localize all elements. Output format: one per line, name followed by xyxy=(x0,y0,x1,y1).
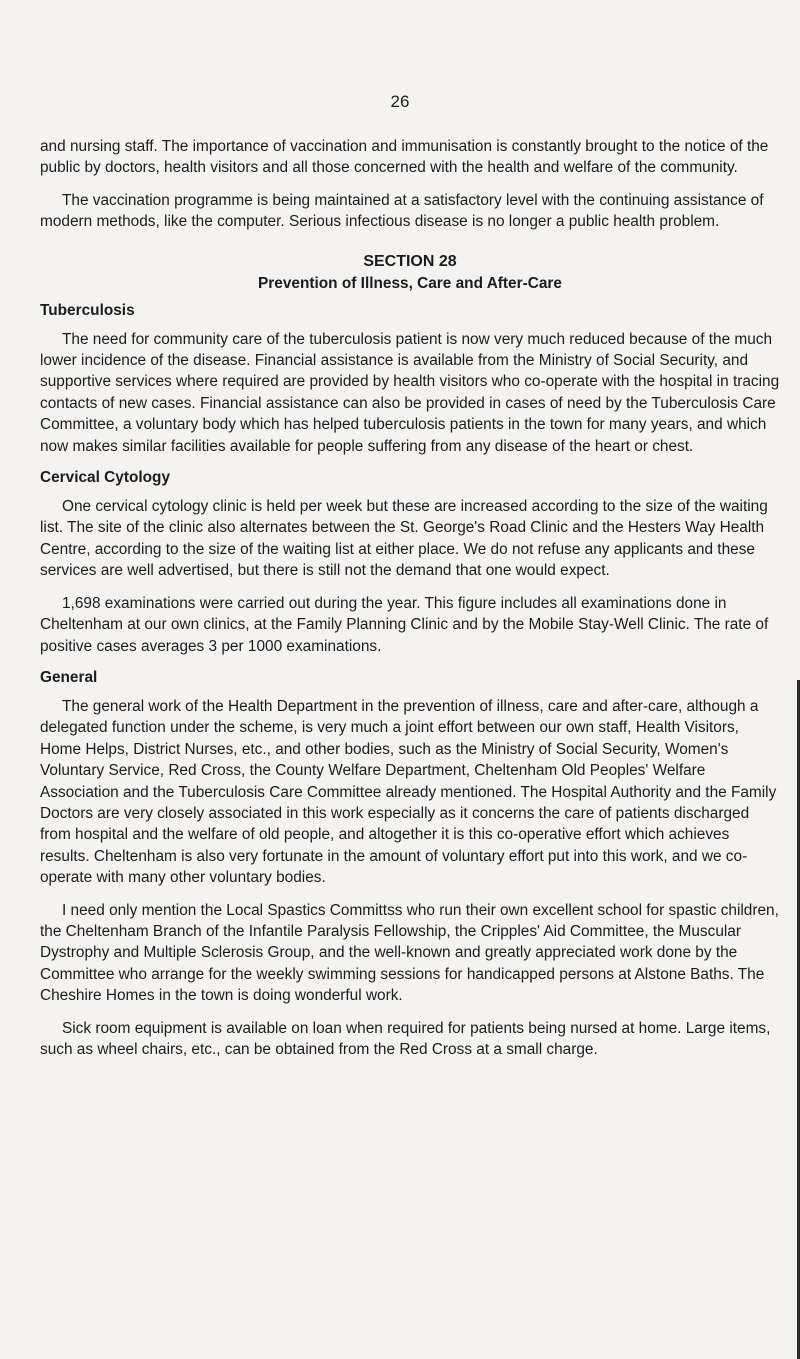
vaccination-paragraph: The vaccination programme is being maintained at a satisfactory level with the continuing assistance of modern methods, like the computer. Serious infectious disease is no longer a public health problem. xyxy=(40,191,764,231)
general-paragraph-3: Sick room equipment is available on loan when required for patients being nursed at home. Large items, such as wheel chairs, etc., can be obtained from the Red Cross at a small charge. xyxy=(40,1019,771,1058)
general-paragraph-2: I need only mention the Local Spastics Committss who run their own excellent school for spastic children, the Cheltenham Branch of the Infantile Paralysis Fellowship, the Cripples' Aid Committee, the Muscular Dystrophy and Multiple Sclerosis Group, and the well-known and greatly appreciated work done by the Committee who arrange for the weekly swimming sessions for handicapped persons at Alstone Baths. The Cheshire Homes in the town is doing wonderful work. xyxy=(40,901,779,1005)
section-title: Prevention of Illness, Care and After-Care xyxy=(258,274,562,292)
page-number: 26 xyxy=(390,92,410,111)
general-paragraph-1: The general work of the Health Department in the prevention of illness, care and after-care, although a delegated function under the scheme, is very much a joint effort between our own staff, Health Visitors, Home Helps, District Nurses, etc., and other bodies, such as the Ministry of Social Security, Women's Voluntary Service, Red Cross, the County Welfare Department, Cheltenham Old Peoples' Welfare Association and the Tuberculosis Care Committee already mentioned. The Hospital Authority and the Family Doctors are very closely associated in this work especially as it concerns the care of patients discharged from hospital and the welfare of old people, and altogether it is this co-operative effort which achieves results. Cheltenham is also very fortunate in the amount of voluntary effort put into this work, and we co-operate with many other voluntary bodies. xyxy=(40,697,777,887)
document-body xyxy=(40,136,780,1071)
tuberculosis-heading: Tuberculosis xyxy=(40,301,135,319)
cervical-cytology-paragraph-2: 1,698 examinations were carried out during the year. This figure includes all examinations done in Cheltenham at our own clinics, at the Family Planning Clinic and by the Mobile Stay-Well Clinic. The rate of positive cases averages 3 per 1000 examinations. xyxy=(40,594,769,655)
section-header xyxy=(40,251,780,295)
section-number: SECTION 28 xyxy=(363,252,457,270)
tuberculosis-paragraph: The need for community care of the tuberculosis patient is now very much reduced because of the much lower incidence of the disease. Financial assistance is available from the Ministry of Social Security, and supportive services where required are provided by health visitors who co-operate with the hospital in tracing contacts of new cases. Financial assistance can also be provided in cases of need by the Tuberculosis Care Committee, a voluntary body which has helped tuberculosis patients in the town for many years, and which now makes similar facilities available for people suffering from any disease of the heart or chest. xyxy=(40,330,780,455)
cervical-cytology-paragraph-1: One cervical cytology clinic is held per week but these are increased according to the size of the waiting list. The site of the clinic also alternates between the St. George's Road Clinic and the Hesters Way Health Centre, according to the size of the waiting list at either place. We do not refuse any applicants and these services are well advertised, but there is still not the demand that one would expect. xyxy=(40,498,768,580)
intro-paragraph-continued: and nursing staff. The importance of vaccination and immunisation is constantly brought to the notice of the public by doctors, health visitors and all those concerned with the health and welfare of the community. xyxy=(40,138,769,177)
cervical-cytology-heading: Cervical Cytology xyxy=(40,469,171,487)
general-heading: General xyxy=(40,668,98,686)
